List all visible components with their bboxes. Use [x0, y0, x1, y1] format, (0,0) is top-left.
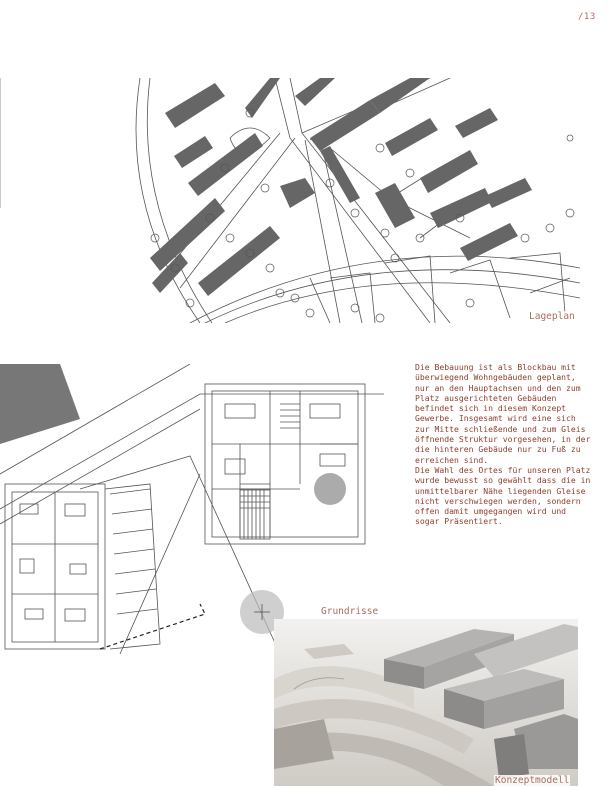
site-plan-drawing: [130, 78, 580, 323]
floor-plan-caption: Grundrisse: [321, 606, 379, 617]
description-paragraph-2: Die Wahl des Ortes für unseren Platz wurde bewusst so gewählt dass die in unmittelbarer Nähe liegenden Gleise nicht verschwiegen werden, sondern offen damit umgegangen wird und sogar Präsentiert.: [415, 464, 591, 527]
project-description: [415, 362, 593, 527]
concept-model-photo: [274, 619, 578, 786]
page-number: /13: [578, 12, 596, 22]
site-plan-caption: Lageplan: [529, 311, 575, 322]
description-paragraph-1: Die Bebauung ist als Blockbau mit überwiegend Wohngebäuden geplant, nur an den Hauptachsen und den zum Platz ausgerichteten Gebäuden befindet sich in diesem Konzept Gewerbe. Insgesamt wird eine sich zur Mitte schließende und zum Gleis öffnende Struktur vorgesehen, in der die hinteren Gebäude nur zu Fuß zu erreichen sind.: [415, 362, 591, 465]
margin-rule: [0, 78, 1, 208]
model-caption: Konzeptmodell: [495, 775, 570, 786]
